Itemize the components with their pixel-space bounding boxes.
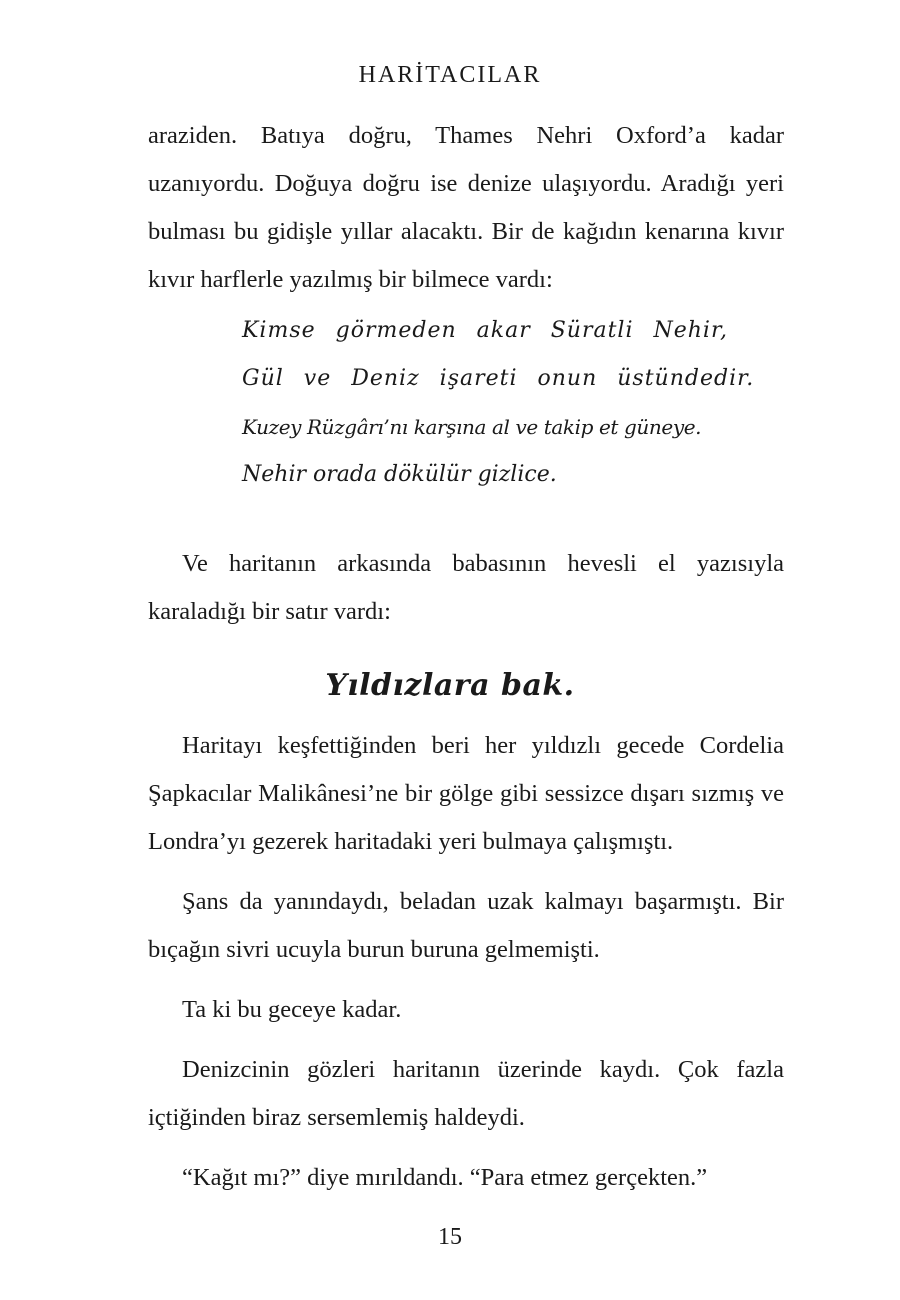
paragraph: Şans da yanındaydı, beladan uzak kalmayı başarmıştı. Bir bıçağın sivri ucuyla burun buruna gelmemişti.	[148, 888, 784, 963]
paragraph: Ve haritanın arkasında babasının hevesli el yazısıyla karaladığı bir satır vardı:	[148, 550, 784, 625]
paragraph: Ta ki bu geceye kadar.	[182, 996, 402, 1023]
riddle-line: Kimse görmeden akar Süratli Nehir,	[242, 318, 729, 343]
body-text	[148, 722, 784, 1202]
riddle-line: Nehir orada dökülür gizlice.	[242, 462, 557, 487]
riddle-verse	[242, 307, 755, 499]
handwritten-line: Yıldızlara bak.	[325, 668, 575, 703]
riddle-line: Kuzey Rüzgârı’nı karşına al ve takip et güneye.	[242, 415, 702, 439]
paragraph: Denizcinin gözleri haritanın üzerinde kaydı. Çok fazla içtiğinden biraz sersemlemiş haldeydi.	[148, 1056, 784, 1131]
paragraph: “Kağıt mı?” diye mırıldandı. “Para etmez gerçekten.”	[182, 1164, 708, 1191]
paragraph: Haritayı keşfettiğinden beri her yıldızlı gecede Cordelia Şapkacılar Malikânesi’ne bir gölge gibi sessizce dışarı sızmış ve Londra’yı gezerek haritadaki yeri bulmaya çalışmıştı.	[148, 732, 784, 855]
riddle-line: Gül ve Deniz işareti onun üstündedir.	[242, 366, 755, 391]
top-paragraph	[148, 112, 784, 304]
middle-paragraph	[148, 540, 784, 636]
page-number: 15	[438, 1224, 462, 1250]
running-header: HARİTACILAR	[358, 62, 542, 88]
paragraph: araziden. Batıya doğru, Thames Nehri Oxford’a kadar uzanıyordu. Doğuya doğru ise denize ulaşıyordu. Aradığı yeri bulması bu gidişle yıllar alacaktı. Bir de kağıdın kenarına kıvır kıvır harflerle yazılmış bir bilmece vardı:	[148, 122, 784, 293]
